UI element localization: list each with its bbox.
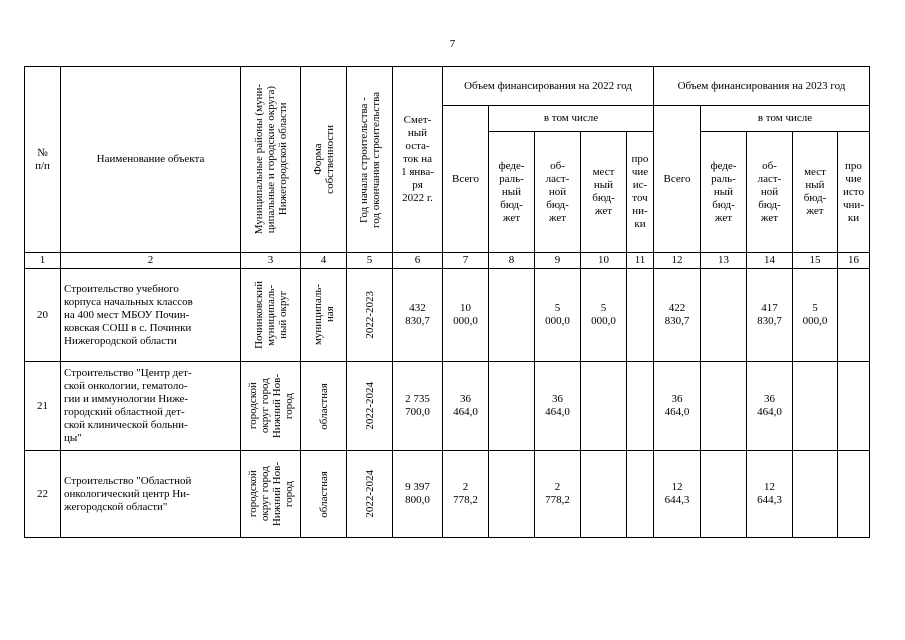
cell-l22: 5 000,0 bbox=[581, 269, 627, 362]
cell-district-text: городской округ город Нижний Нов- город bbox=[246, 461, 295, 527]
cell-f22 bbox=[489, 451, 535, 538]
cell-ownership-text: областная bbox=[317, 382, 330, 430]
header-name: Наименование объекта bbox=[61, 67, 241, 253]
cell-district bbox=[241, 362, 301, 451]
cell-t22: 2 778,2 bbox=[443, 451, 489, 538]
cell-l23: 5 000,0 bbox=[793, 269, 838, 362]
cell-l22 bbox=[581, 451, 627, 538]
header-total-2023: Всего bbox=[654, 106, 701, 253]
cell-r22: 2 778,2 bbox=[535, 451, 581, 538]
cell-r23: 417 830,7 bbox=[747, 269, 793, 362]
header-other-2023: про чие исто чни- ки bbox=[838, 132, 870, 253]
cell-ownership-text: муниципаль- ная bbox=[311, 284, 336, 346]
cell-name: Строительство учебного корпуса начальных классов на 400 мест МБОУ Почин- ковская СОШ в с. Починки Нижегородской области bbox=[61, 269, 241, 362]
cell-o23 bbox=[838, 362, 870, 451]
header-years bbox=[347, 67, 393, 253]
cell-o23 bbox=[838, 269, 870, 362]
cell-balance: 9 397 800,0 bbox=[393, 451, 443, 538]
cell-years bbox=[347, 269, 393, 362]
cell-t23: 36 464,0 bbox=[654, 362, 701, 451]
column-number: 5 bbox=[347, 253, 393, 269]
header-regional-2023: об- ласт- ной бюд- жет bbox=[747, 132, 793, 253]
column-number: 7 bbox=[443, 253, 489, 269]
cell-o22 bbox=[627, 451, 654, 538]
header-ownership bbox=[301, 67, 347, 253]
column-number: 1 bbox=[25, 253, 61, 269]
cell-t22: 36 464,0 bbox=[443, 362, 489, 451]
cell-district-text: Починковский муниципаль- ный округ bbox=[252, 281, 289, 349]
header-district-text: Муниципальные районы (муни- ципальные и городские округа) Нижегородской области bbox=[252, 84, 289, 235]
cell-name: Строительство "Центр дет- ской онкологии, гематоло- гии и иммунологии Ниже- городский областной дет- ской клинической больни- цы" bbox=[61, 362, 241, 451]
table-row bbox=[25, 269, 870, 362]
column-number: 15 bbox=[793, 253, 838, 269]
column-number: 9 bbox=[535, 253, 581, 269]
cell-num: 21 bbox=[25, 362, 61, 451]
cell-l23 bbox=[793, 362, 838, 451]
column-number: 4 bbox=[301, 253, 347, 269]
header-local-2023: мест ный бюд- жет bbox=[793, 132, 838, 253]
column-number-row bbox=[25, 253, 870, 269]
cell-o22 bbox=[627, 362, 654, 451]
financing-table bbox=[24, 66, 870, 538]
header-federal-2023: феде- раль- ный бюд- жет bbox=[701, 132, 747, 253]
cell-f23 bbox=[701, 269, 747, 362]
header-federal-2022: феде- раль- ный бюд- жет bbox=[489, 132, 535, 253]
column-number: 13 bbox=[701, 253, 747, 269]
table-row bbox=[25, 362, 870, 451]
cell-o22 bbox=[627, 269, 654, 362]
column-number: 6 bbox=[393, 253, 443, 269]
cell-l22 bbox=[581, 362, 627, 451]
cell-name: Строительство "Областной онкологический центр Ни- жегородской области" bbox=[61, 451, 241, 538]
column-number: 10 bbox=[581, 253, 627, 269]
cell-t23: 12 644,3 bbox=[654, 451, 701, 538]
cell-t23: 422 830,7 bbox=[654, 269, 701, 362]
header-other-2022: про чие ис- точ ни- ки bbox=[627, 132, 654, 253]
cell-years-text: 2022-2024 bbox=[363, 470, 376, 518]
header-including-2023: в том числе bbox=[701, 106, 870, 132]
table-row bbox=[25, 451, 870, 538]
column-number: 14 bbox=[747, 253, 793, 269]
header-num: № п/п bbox=[25, 67, 61, 253]
cell-district bbox=[241, 451, 301, 538]
cell-years-text: 2022-2023 bbox=[363, 291, 376, 339]
column-number: 3 bbox=[241, 253, 301, 269]
column-number: 16 bbox=[838, 253, 870, 269]
cell-l23 bbox=[793, 451, 838, 538]
header-regional-2022: об- ласт- ной бюд- жет bbox=[535, 132, 581, 253]
header-years-text: Год начала строительства - год окончания строительства bbox=[357, 91, 382, 228]
header-fin-2023: Объем финансирования на 2023 год bbox=[654, 67, 870, 106]
cell-years-text: 2022-2024 bbox=[363, 382, 376, 430]
cell-f22 bbox=[489, 362, 535, 451]
cell-balance: 432 830,7 bbox=[393, 269, 443, 362]
cell-f23 bbox=[701, 451, 747, 538]
column-number: 11 bbox=[627, 253, 654, 269]
header-fin-2022: Объем финансирования на 2022 год bbox=[443, 67, 654, 106]
column-number: 8 bbox=[489, 253, 535, 269]
cell-r22: 36 464,0 bbox=[535, 362, 581, 451]
cell-num: 20 bbox=[25, 269, 61, 362]
cell-o23 bbox=[838, 451, 870, 538]
cell-ownership bbox=[301, 362, 347, 451]
header-local-2022: мест ный бюд- жет bbox=[581, 132, 627, 253]
cell-district bbox=[241, 269, 301, 362]
cell-num: 22 bbox=[25, 451, 61, 538]
cell-years bbox=[347, 451, 393, 538]
cell-ownership bbox=[301, 269, 347, 362]
cell-years bbox=[347, 362, 393, 451]
cell-district-text: городской округ город Нижний Нов- город bbox=[246, 373, 295, 439]
cell-r22: 5 000,0 bbox=[535, 269, 581, 362]
cell-r23: 12 644,3 bbox=[747, 451, 793, 538]
cell-ownership bbox=[301, 451, 347, 538]
column-number: 2 bbox=[61, 253, 241, 269]
header-total-2022: Всего bbox=[443, 106, 489, 253]
header-row-1 bbox=[25, 67, 870, 106]
header-balance: Смет- ный оста- ток на 1 янва- ря 2022 г. bbox=[393, 67, 443, 253]
cell-t22: 10 000,0 bbox=[443, 269, 489, 362]
cell-balance: 2 735 700,0 bbox=[393, 362, 443, 451]
cell-f22 bbox=[489, 269, 535, 362]
cell-ownership-text: областная bbox=[317, 470, 330, 518]
column-number: 12 bbox=[654, 253, 701, 269]
page-number: 7 bbox=[449, 38, 456, 50]
cell-f23 bbox=[701, 362, 747, 451]
header-including-2022: в том числе bbox=[489, 106, 654, 132]
cell-r23: 36 464,0 bbox=[747, 362, 793, 451]
header-district bbox=[241, 67, 301, 253]
header-ownership-text: Форма собственности bbox=[311, 125, 336, 194]
